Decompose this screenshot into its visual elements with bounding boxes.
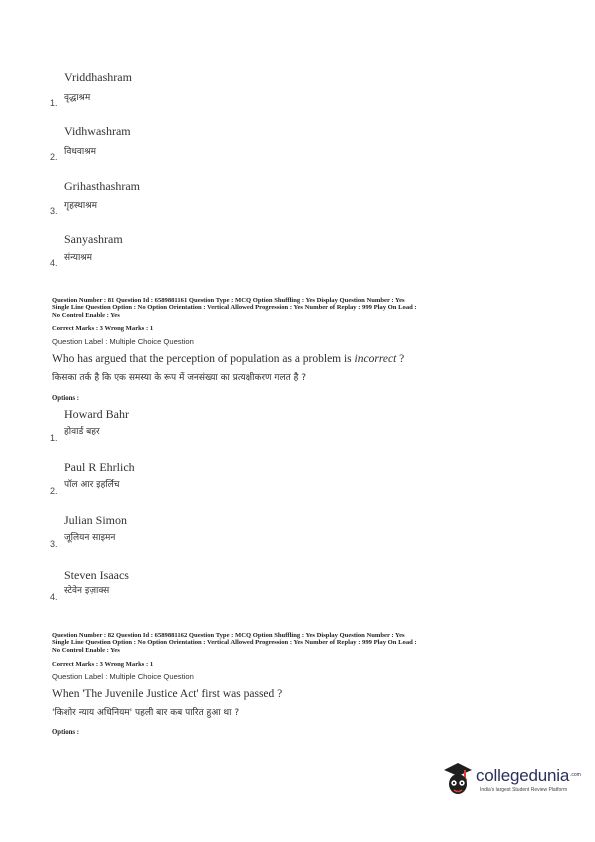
options-heading: Options : bbox=[52, 729, 80, 736]
option-text-en: Sanyashram bbox=[64, 232, 123, 246]
option-text-en: Steven Isaacs bbox=[64, 568, 129, 582]
option-text-en: Julian Simon bbox=[64, 513, 128, 527]
option-number: 2. bbox=[50, 486, 58, 496]
option-text-hi: वृद्धाश्रम bbox=[64, 93, 91, 103]
option-text-en: Howard Bahr bbox=[64, 407, 129, 421]
metadata-line: Single Line Question Option : No Option Orientation : Vertical Allowed Progression : Yes Number of Replay : 999 Play On Load : bbox=[52, 304, 417, 312]
option-number: 1. bbox=[50, 433, 58, 443]
option-text-hi: होवार्ड बहर bbox=[64, 427, 100, 437]
options-heading: Options : bbox=[52, 395, 80, 402]
metadata-line: No Control Enable : Yes bbox=[52, 311, 120, 319]
logo-wordmark: collegedunia bbox=[476, 766, 570, 785]
logo-tagline: India's largest Student Review Platform bbox=[480, 787, 568, 793]
option-number: 2. bbox=[50, 152, 58, 162]
option-text-en: Vriddhashram bbox=[64, 70, 132, 84]
question-text-hi: 'किशोर न्याय अधिनियम' पहली बार कब पारित हुआ था ? bbox=[52, 708, 240, 718]
question-label: Question Label : Multiple Choice Question bbox=[52, 337, 194, 346]
graduate-mascot-icon bbox=[440, 760, 476, 798]
option-text-en: Paul R Ehrlich bbox=[64, 460, 135, 474]
question-text-part: ? bbox=[396, 353, 405, 365]
option-number: 4. bbox=[50, 592, 58, 602]
question-metadata bbox=[52, 297, 552, 319]
question-text-en: When 'The Juvenile Justice Act' first was passed ? bbox=[52, 688, 283, 700]
option-text-hi: स्टेवेन इज़ाक्स bbox=[64, 586, 110, 596]
option-text-hi: विधवाश्रम bbox=[64, 147, 96, 157]
collegedunia-logo bbox=[440, 760, 580, 800]
metadata-line: Single Line Question Option : No Option Orientation : Vertical Allowed Progression : Yes Number of Replay : 999 Play On Load : bbox=[52, 639, 417, 647]
question-text-part: Who has argued that the perception of population as a problem is bbox=[52, 353, 355, 365]
metadata-line: Question Number : 82 Question Id : 6589881162 Question Type : MCQ Option Shuffling : Yes Display Question Number : Yes bbox=[52, 632, 405, 639]
question-text-emphasis: incorrect bbox=[354, 353, 397, 365]
option-text-hi: संन्याश्रम bbox=[64, 253, 93, 263]
option-text-hi: पॉल आर इहर्लिच bbox=[64, 480, 120, 490]
option-number: 3. bbox=[50, 206, 58, 216]
logo-tld: .com bbox=[570, 772, 581, 778]
option-number: 1. bbox=[50, 98, 58, 108]
option-number: 3. bbox=[50, 539, 58, 549]
option-number: 4. bbox=[50, 258, 58, 268]
option-text-hi: जूलियन साइमन bbox=[64, 533, 116, 543]
question-metadata bbox=[52, 632, 552, 654]
option-text-en: Vidhwashram bbox=[64, 124, 131, 138]
option-text-en: Grihasthashram bbox=[64, 179, 140, 193]
question-marks: Correct Marks : 3 Wrong Marks : 1 bbox=[52, 661, 154, 668]
metadata-line: No Control Enable : Yes bbox=[52, 646, 120, 654]
question-text-en bbox=[52, 353, 404, 365]
question-label: Question Label : Multiple Choice Question bbox=[52, 672, 194, 681]
question-marks: Correct Marks : 3 Wrong Marks : 1 bbox=[52, 325, 154, 332]
option-text-hi: गृहस्थाश्रम bbox=[64, 201, 98, 211]
metadata-line: Question Number : 81 Question Id : 6589881161 Question Type : MCQ Option Shuffling : Yes Display Question Number : Yes bbox=[52, 297, 405, 304]
question-text-hi: किसका तर्क है कि एक समस्या के रूप में जनसंख्या का प्रत्यक्षीकरण गलत है ? bbox=[52, 373, 306, 383]
